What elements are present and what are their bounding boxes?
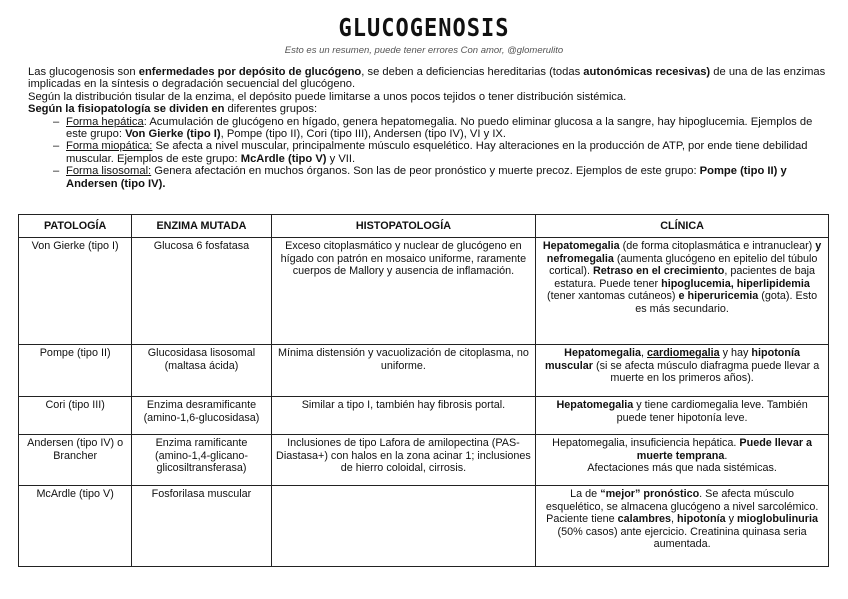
text: , [671, 513, 678, 526]
text: . Se afecta músculo esquelético, se almacena glucógeno a nivel sarcolémico. Paciente tiene [545, 488, 819, 526]
text: : Acumulación de glucógeno en hígado, genera hepatomegalia. No puedo eliminar glucosa a la sangre, hay hipoglucemia. Ejemplos de este grupo: [66, 115, 813, 141]
table-row [19, 345, 829, 397]
underlined-text: Forma hepática [66, 115, 144, 128]
intro-paragraph-3 [28, 103, 828, 115]
header-patologia: PATOLOGÍA [19, 215, 132, 238]
cell-patologia: Von Gierke (tipo I) [19, 238, 132, 345]
underlined-text: Forma lisosomal: [66, 165, 152, 178]
text: . [724, 449, 728, 462]
text: , pacientes de baja estatura. Puede tener [554, 265, 816, 290]
intro-paragraph-2: Según la distribución tisular de la enzima, el depósito puede limitarse a unos pocos tejidos o tener distribución sistémica. [28, 90, 627, 103]
cell-histopatologia: Similar a tipo I, también hay fibrosis portal. [271, 397, 536, 435]
cell-patologia: Cori (tipo III) [19, 397, 132, 435]
bold-text: hipotonía muscular [544, 347, 800, 372]
bold-text: Hepatomegalia [542, 240, 620, 252]
bold-text: Pompe (tipo II) y Andersen (tipo IV). [66, 165, 787, 190]
header-clinica: CLÍNICA [536, 215, 829, 238]
text: y hay [719, 347, 752, 359]
bold-text: calambres [617, 513, 672, 526]
text: (de forma citoplasmática e intranuclear) [619, 240, 816, 252]
cell-enzima: Enzima ramificante (amino-1,4-glicano-glicosiltransferasa) [132, 435, 271, 486]
bold-text: mioglobulinuria [737, 513, 818, 526]
header-histopatologia: HISTOPATOLOGÍA [271, 215, 536, 238]
intro-section [28, 66, 828, 190]
text: , se deben a deficiencias hereditarias (todas [361, 66, 584, 78]
bold-text: McArdle (tipo V) [240, 152, 327, 165]
cell-histopatologia: Mínima distensión y vacuolización de citoplasma, no uniforme. [271, 345, 536, 397]
header-enzima: ENZIMA MUTADA [132, 215, 271, 238]
document-subtitle: Esto es un resumen, puede tener errores Con amor, @glomerulito [284, 45, 564, 56]
cell-histopatologia: Exceso citoplasmático y nuclear de glucógeno en hígado con patrón en mosaico uniforme, raramente cuerpos de Mallory y ausencia de inflamación. [271, 238, 536, 345]
text: Genera afectación en muchos órganos. Son las de peor pronóstico y muerte precoz. Ejemplos de este grupo: [151, 165, 700, 178]
text: Hepatomegalia, insuficiencia hepática. [552, 437, 740, 449]
table-row [19, 435, 829, 486]
list-item-miopatica [66, 140, 828, 165]
cell-enzima: Glucosidasa lisosomal (maltasa ácida) [132, 345, 271, 397]
table-row [19, 486, 829, 567]
bold-text: Hepatomegalia [556, 399, 634, 411]
cell-enzima: Enzima desramificante (amino-1,6-glucosidasa) [132, 397, 271, 435]
bold-text: enfermedades por depósito de glucógeno [138, 66, 362, 78]
list-item-lisosomal [66, 165, 828, 190]
text: y tiene cardiomegalia leve. También puede tener hipotonía leve. [616, 399, 808, 424]
bold-text: Von Gierke (tipo I) [125, 128, 221, 141]
document-title: GLUCOGENOSIS [338, 14, 510, 43]
text: y VII. [326, 152, 356, 165]
bold-text: Puede llevar a muerte temprana [636, 437, 813, 462]
cell-patologia: Andersen (tipo IV) o Brancher [19, 435, 132, 486]
cell-clinica [536, 345, 829, 397]
bold-text: e hiperuricemia [678, 290, 759, 303]
glucogenosis-table [18, 214, 829, 567]
text: La de [570, 488, 601, 500]
bold-text: hipoglucemia, hiperlipidemia [661, 277, 810, 290]
list-item-hepatica [66, 116, 828, 141]
bold-text: hipotonía [677, 513, 726, 526]
text: (aumenta glucógeno en epitelio del túbulo cortical). [549, 252, 818, 278]
text: (gota). Esto es más secundario. [635, 290, 818, 315]
bold-text: Según la fisiopatología se dividen en [28, 103, 225, 116]
cell-patologia: McArdle (tipo V) [19, 486, 132, 567]
underlined-text: Forma miopática: [66, 140, 153, 153]
text: diferentes grupos: [224, 103, 318, 116]
cell-clinica [536, 238, 829, 345]
bold-text: “mejor” pronóstico [600, 488, 700, 500]
bold-text: Retraso en el crecimiento [592, 265, 725, 278]
text: (si se afecta músculo diafragma puede llevar a muerte en los primeros años). [592, 359, 820, 385]
text: y [725, 513, 738, 526]
bold-underlined-text: cardiomegalia [646, 347, 720, 359]
bold-text: autonómicas recesivas) [583, 66, 711, 78]
text: (tener xantomas cutáneos) [547, 290, 679, 303]
table-header-row [19, 215, 829, 238]
bold-text: y nefromegalia [546, 240, 822, 265]
text: , Pompe (tipo II), Cori (tipo III), Andersen (tipo IV), VI y IX. [220, 128, 506, 141]
cell-clinica [536, 486, 829, 567]
cell-clinica [536, 435, 829, 486]
table-row [19, 238, 829, 345]
intro-paragraph-1 [28, 66, 828, 91]
text: , [640, 347, 647, 359]
bold-text: Hepatomegalia [564, 347, 641, 359]
cell-histopatologia: Inclusiones de tipo Lafora de amilopectina (PAS-Diastasa+) con halos en la zona acinar 1; inclusiones de hierro coloidal, cirrosis. [271, 435, 536, 486]
cell-patologia: Pompe (tipo II) [19, 345, 132, 397]
text: Las glucogenosis son [28, 66, 139, 78]
cell-enzima: Fosforilasa muscular [132, 486, 271, 567]
text: de una de las enzimas implicadas en la síntesis o degradación secuencial del glucógeno. [28, 66, 826, 91]
table-row [19, 397, 829, 435]
groups-list [28, 116, 828, 190]
text: Afectaciones más que nada sistémicas. [587, 462, 777, 475]
text: Se afecta a nivel muscular, principalmente músculo esquelético. Hay alteraciones en la producción de ATP, por ende tiene debilidad muscular. Ejemplos de este grupo: [66, 140, 808, 165]
cell-enzima: Glucosa 6 fosfatasa [132, 238, 271, 345]
text: (50% casos) ante ejercicio. Creatinina quinasa seria aumentada. [557, 525, 807, 551]
cell-clinica [536, 397, 829, 435]
cell-histopatologia [271, 486, 536, 567]
